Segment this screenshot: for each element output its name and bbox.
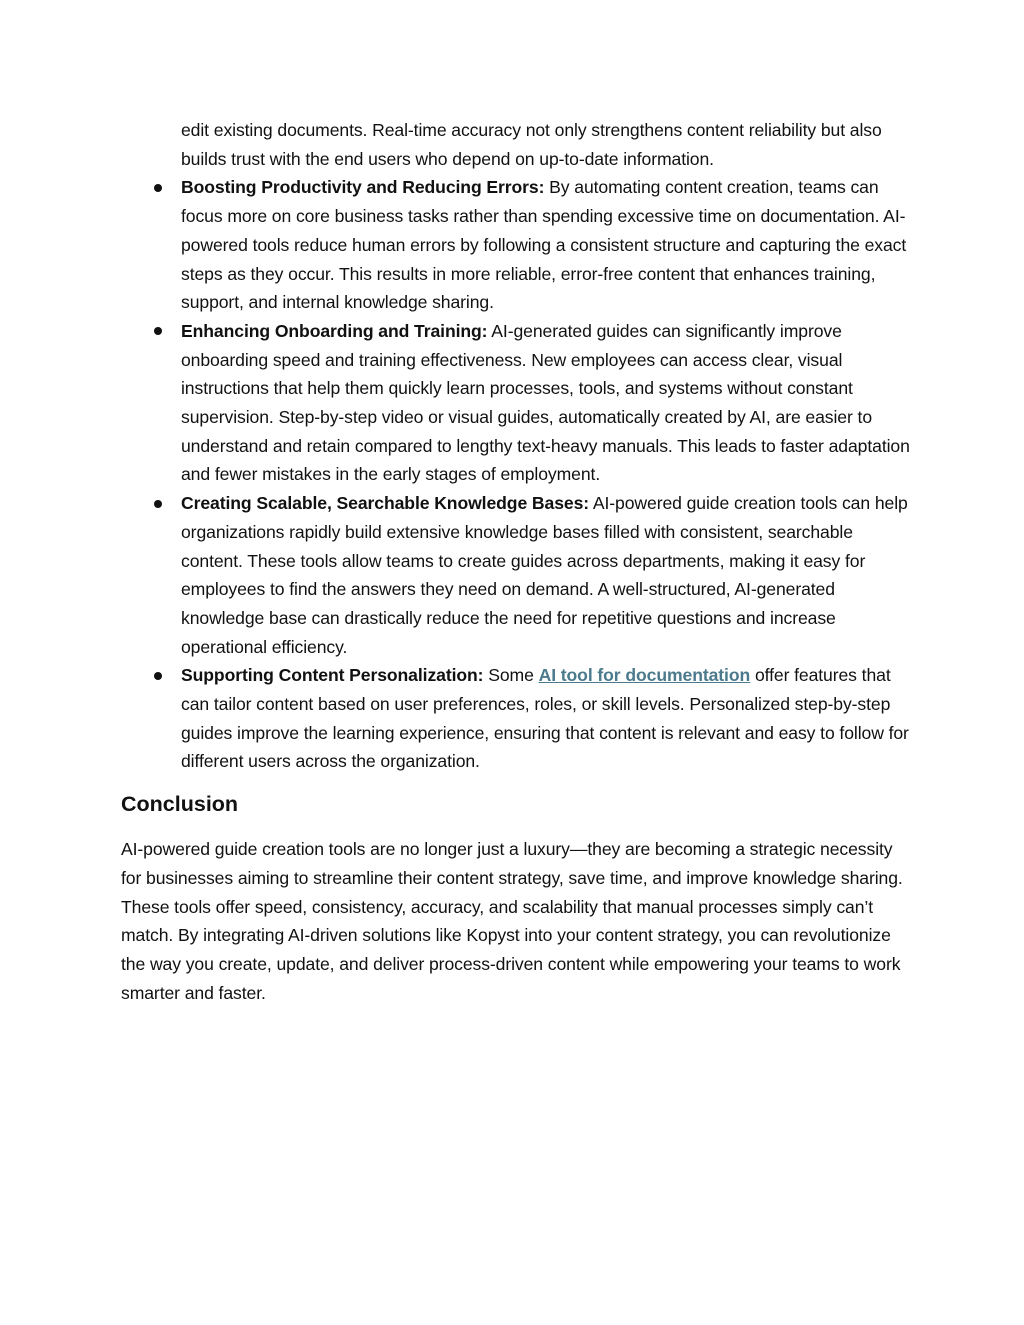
bullet-icon: [154, 327, 162, 335]
continuation-paragraph: edit existing documents. Real-time accuracy not only strengthens content reliability but also builds trust with the end users who depend on up-to-date information.: [181, 120, 882, 169]
bullet-title: Enhancing Onboarding and Training:: [181, 320, 488, 341]
bullet-title: Boosting Productivity and Reducing Errors:: [181, 177, 545, 198]
bullet-text: AI-generated guides can significantly improve onboarding speed and training effectiveness. New employees can access clear, visual instructions that help them quickly learn processes, tools, and systems without constant supervision. Step-by-step video or visual guides, automatically created by AI, are easier to understand and retain compared to lengthy text-heavy manuals. This leads to faster adaptation and fewer mistakes in the early stages of employment.: [181, 320, 910, 485]
conclusion-heading: Conclusion: [121, 792, 239, 817]
bullet-text-before-link: Some: [488, 665, 534, 686]
bullet-text: By automating content creation, teams can focus more on core business tasks rather than spending excessive time on documentation. AI-powered tools reduce human errors by following a consistent structure and capturing the exact steps as they occur. This results in more reliable, error-free content that enhances training, support, and internal knowledge sharing.: [181, 177, 907, 313]
list-item: [121, 317, 911, 489]
bullet-text: AI-powered guide creation tools can help organizations rapidly build extensive knowledge bases filled with consistent, searchable content. These tools allow teams to create guides across departments, making it easy for employees to find the answers they need on demand. A well-structured, AI-generated knowledge base can drastically reduce the need for repetitive questions and increase operational efficiency.: [181, 493, 908, 657]
bullet-icon: [154, 500, 162, 508]
bullet-title: Supporting Content Personalization:: [181, 665, 484, 686]
bullet-title: Creating Scalable, Searchable Knowledge Bases:: [181, 493, 590, 514]
bullet-text-after-link: offer features that can tailor content based on user preferences, roles, or skill levels. Personalized step-by-step guides improve the learning experience, ensuring that content is relevant and easy to follow for different users across the organization.: [181, 665, 909, 772]
ai-tool-documentation-link[interactable]: AI tool for documentation: [538, 665, 751, 686]
bullet-icon: [154, 672, 162, 680]
list-item: [121, 489, 911, 661]
list-item: [121, 173, 911, 317]
benefits-list: [121, 173, 911, 776]
list-item: [121, 661, 911, 776]
bullet-icon: [154, 184, 162, 192]
conclusion-paragraph: AI-powered guide creation tools are no longer just a luxury—they are becoming a strategic necessity for businesses aiming to streamline their content strategy, save time, and improve knowledge sharing. These tools offer speed, consistency, accuracy, and scalability that manual processes simply can’t match. By integrating AI-driven solutions like Kopyst into your content strategy, you can revolutionize the way you create, update, and deliver process-driven content while empowering your teams to work smarter and faster.: [121, 839, 903, 1003]
document-body: [121, 116, 911, 1007]
